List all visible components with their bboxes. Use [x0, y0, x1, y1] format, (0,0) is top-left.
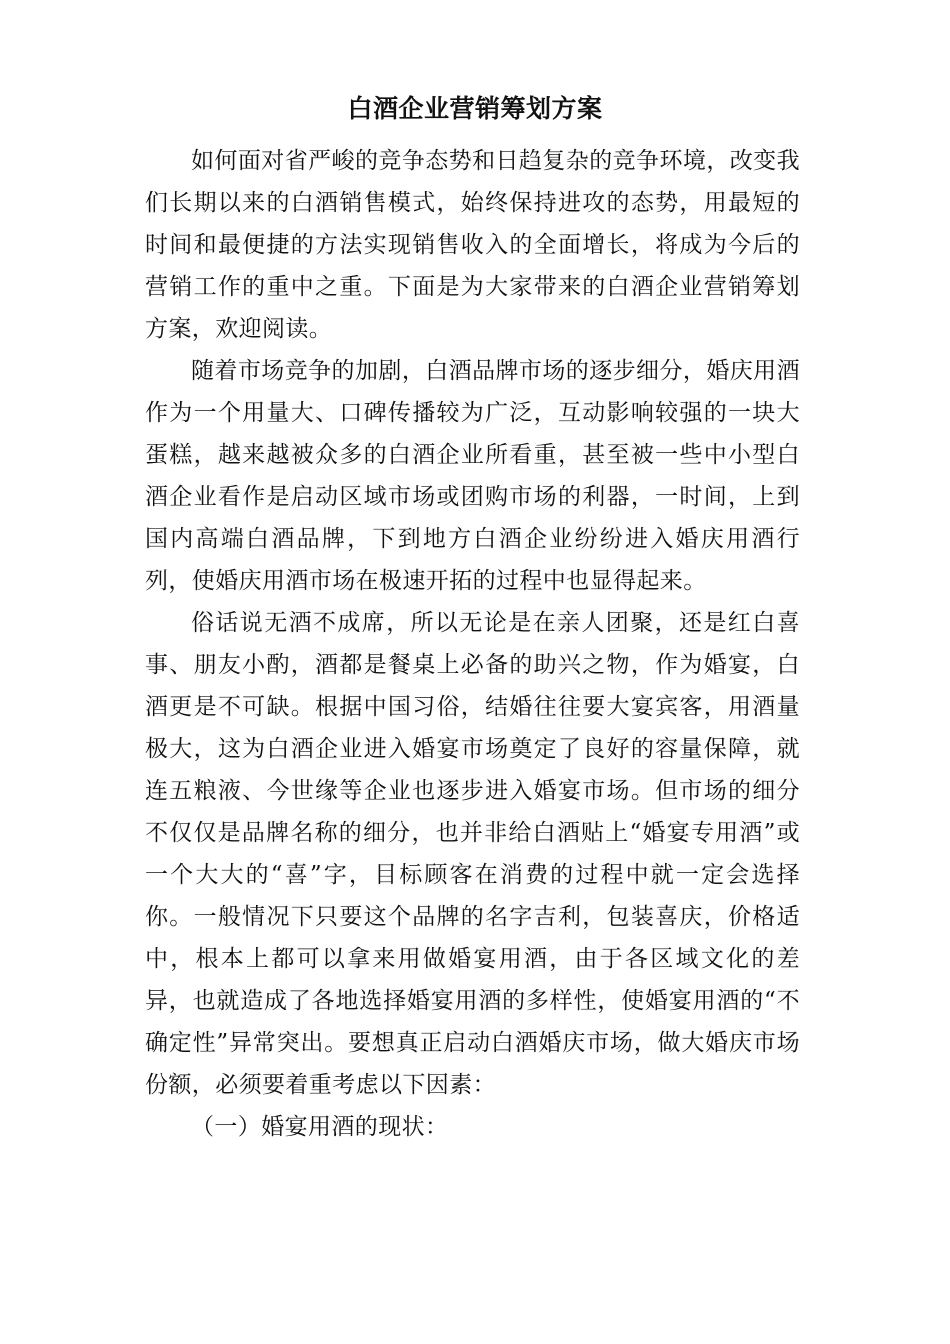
document-body — [145, 140, 800, 1148]
paragraph-wedding-banquet: 俗话说无酒不成席，所以无论是在亲人团聚，还是红白喜事、朋友小酌，酒都是餐桌上必备的助兴之物，作为婚宴，白酒更是不可缺。根据中国习俗，结婚往往要大宴宾客，用酒量极大，这为白酒企业进入婚宴市场奠定了良好的容量保障，就连五粮液、今世缘等企业也逐步进入婚宴市场。但市场的细分不仅仅是品牌名称的细分，也并非给白酒贴上“婚宴专用酒”或一个大大的“喜”字，目标顾客在消费的过程中就一定会选择你。一般情况下只要这个品牌的名字吉利，包装喜庆，价格适中，根本上都可以拿来用做婚宴用酒，由于各区域文化的差异，也就造成了各地选择婚宴用酒的多样性，使婚宴用酒的“不确定性”异常突出。要想真正启动白酒婚庆市场，做大婚庆市场份额，必须要着重考虑以下因素： — [145, 610, 800, 1098]
paragraph-intro: 如何面对省严峻的竞争态势和日趋复杂的竞争环境，改变我们长期以来的白酒销售模式，始终保持进攻的态势，用最短的时间和最便捷的方法实现销售收入的全面增长，将成为今后的营销工作的重中之重。下面是为大家带来的白酒企业营销筹划方案，欢迎阅读。 — [145, 148, 800, 342]
section-heading: （一）婚宴用酒的现状： — [191, 1114, 449, 1140]
document-title: 白酒企业营销筹划方案 — [347, 94, 603, 123]
paragraph-market-competition: 随着市场竞争的加剧，白酒品牌市场的逐步细分，婚庆用酒作为一个用量大、口碑传播较为广泛，互动影响较强的一块大蛋糕，越来越被众多的白酒企业所看重，甚至被一些中小型白酒企业看作是启动区域市场或团购市场的利器，一时间，上到国内高端白酒品牌，下到地方白酒企业纷纷进入婚庆用酒行列，使婚庆用酒市场在极速开拓的过程中也显得起来。 — [145, 358, 800, 594]
